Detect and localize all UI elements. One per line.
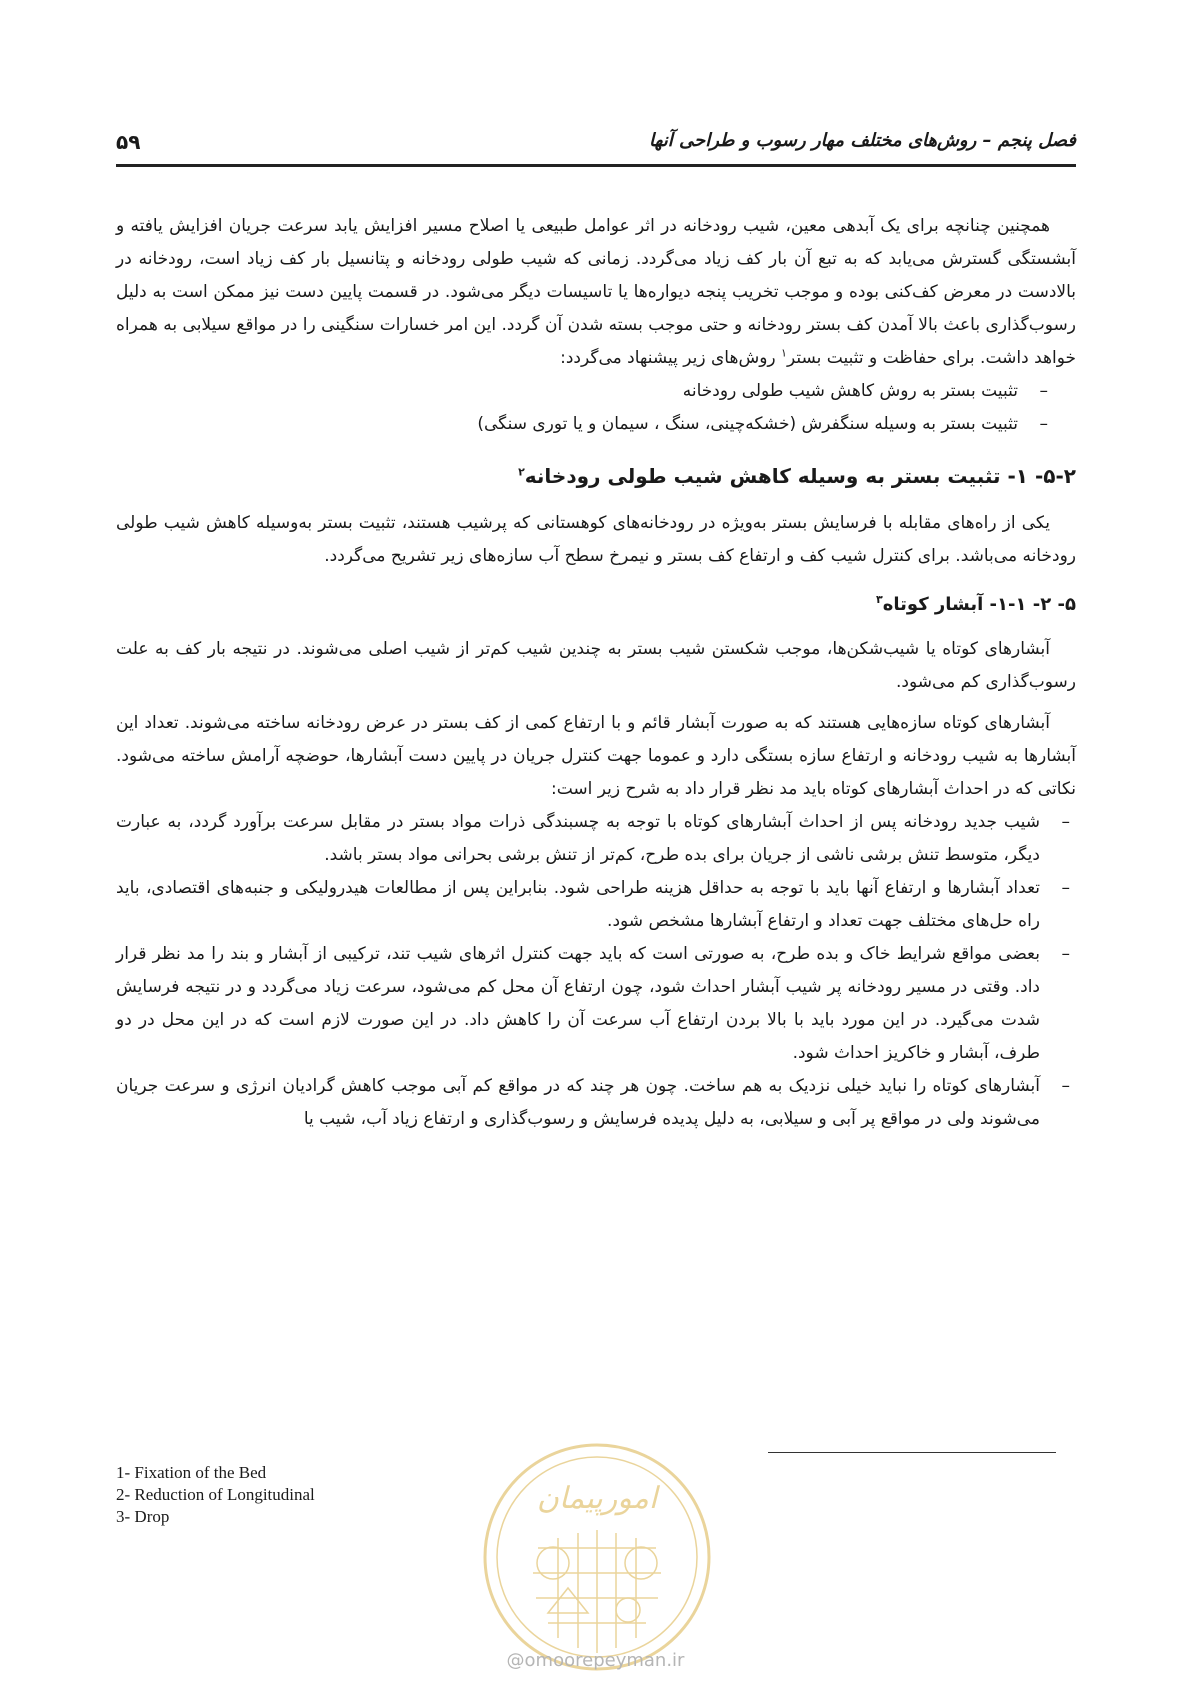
subsection-paragraph-1: آبشارهای کوتاه یا شیب‌شکن‌ها، موجب شکستن شیب بستر به چندین شیب کم‌تر از شیب اصلی می‌شوند. در نتیجه بار کف به علت رسوب‌گذاری کم می‌شود. <box>116 639 1076 692</box>
chapter-title: فصل پنجم – روش‌های مختلف مهار رسوب و طراحی آنها <box>649 130 1076 151</box>
footnote-2: 2- Reduction of Longitudinal <box>116 1485 315 1504</box>
list-item: – بعضی مواقع شرایط خاک و بده طرح، به صورتی است که باید جهت کنترل اثرهای شیب تند، ترکیبی از آبشار و بند را مد نظر قرار داد. وقتی در مسیر رودخانه پر شیب آبشار احداث شود، چون ارتفاع آن محل کم می‌شود، سرعت زیاد می‌گردد و در نتیجه فرسایش شدت می‌گیرد. در این مورد باید با بالا بردن ارتفاع آب سرعت آن را کاهش داد. در این صورت لازم است که در این محل در دو طرف، آبشار و خاکریز احداث شود. <box>116 944 1070 1063</box>
page-number: ۵۹ <box>116 130 141 154</box>
footnote-ref-1: ۱ <box>781 346 787 360</box>
list-item: – آبشارهای کوتاه را نباید خیلی نزدیک به هم ساخت. چون هر چند که در مواقع کم آبی موجب کاهش گرادیان انرژی و سرعت جریان می‌شوند ولی در مواقع پر آبی و سیلابی، به دلیل پدیده فرسایش و رسوب‌گذاری و ارتفاع زیاد آب، شیب یا <box>116 1076 1070 1129</box>
section-heading: ۵-۲- ۱- تثبیت بستر به وسیله کاهش شیب طولی رودخانه$^۲$ <box>518 464 1076 488</box>
main-content <box>116 210 1076 1144</box>
watermark: @omoorepeyman.ir <box>506 1650 685 1671</box>
section-paragraph: یکی از راه‌های مقابله با فرسایش بستر به‌ویژه در رودخانه‌های کوهستانی که پرشیب هستند، تثبیت بستر به‌وسیله کاهش شیب طولی رودخانه می‌باشد. برای کنترل شیب کف و ارتفاع کف بستر و نیمرخ سطح آب سازه‌های زیر تشریح می‌گردد. <box>116 513 1076 566</box>
notes-list <box>116 806 1076 1136</box>
seal-logo-icon <box>478 1438 716 1676</box>
intro-list <box>116 375 1076 441</box>
intro-paragraph <box>116 210 1076 375</box>
footnote-3: 3- Drop <box>116 1507 170 1526</box>
footnote-ref-3: ۳ <box>876 593 883 606</box>
intro-text-end: روش‌های زیر پیشنهاد می‌گردد: <box>560 348 782 368</box>
list-item: – تعداد آبشارها و ارتفاع آنها باید با توجه به حداقل هزینه طراحی شود. بنابراین پس از مطالعات هیدرولیکی و جنبه‌های اقتصادی، باید راه حل‌های مختلف جهت تعداد و ارتفاع آبشارها مشخص شود. <box>116 878 1070 931</box>
intro-text: همچنین چنانچه برای یک آبدهی معین، شیب رودخانه در اثر عوامل طبیعی یا اصلاح مسیر افزایش یابد سرعت جریان افزایش یافته و آبشستگی گسترش می‌یابد که به تبع آن بار کف زیاد می‌گردد. زمانی که شیب طولی رودخانه و پتانسیل بار کف زیاد است، رودخانه در بالادست در معرض کف‌کنی بوده و موجب تخریب پنجه دیواره‌ها یا تاسیسات دیگر می‌شود. در قسمت پایین دست نیز ممکن است به دلیل رسوب‌گذاری باعث بالا آمدن کف بستر رودخانه و حتی موجب بسته شدن آن گردد. این امر خسارات سنگینی را در مواقع سیلابی به همراه خواهد داشت. برای حفاظت و تثبیت بستر <box>116 216 1076 368</box>
list-item: – تثبیت بستر به وسیله سنگفرش (خشکه‌چینی، سنگ ، سیمان و یا توری سنگی) <box>477 414 1048 434</box>
list-item: – تثبیت بستر به روش کاهش شیب طولی رودخانه <box>682 381 1048 401</box>
list-item: – شیب جدید رودخانه پس از احداث آبشارهای کوتاه با توجه به چسبندگی ذرات مواد بستر در مقابل سرعت برآورد گردد، به عبارت دیگر، متوسط تنش برشی ناشی از جریان برای بده طرح، کم‌تر از تنش برشی بحرانی مواد بستر باشد. <box>116 812 1070 865</box>
footnotes <box>116 1462 516 1528</box>
subsection-heading: ۵- ۲- ۱-۱- آبشار کوتاه$^۳$ <box>876 593 1076 615</box>
subsection-paragraph-2: آبشارهای کوتاه سازه‌هایی هستند که به صورت آبشار قائم و با ارتفاع کمی از کف بستر در عرض رودخانه ساخته می‌شوند. تعداد این آبشارها به شیب رودخانه و ارتفاع سازه بستگی دارد و عموما جهت کنترل جریان در پایین دست آبشارها، حوضچه آرامش ساخته می‌شود. نکاتی که در احداث آبشارهای کوتاه باید مد نظر قرار داد به شرح زیر است: <box>116 713 1076 799</box>
stamp-text: امورپیمان <box>536 1481 658 1516</box>
page-header <box>116 128 1076 167</box>
footnote-ref-2: ۲ <box>518 465 525 479</box>
footnote-1: 1- Fixation of the Bed <box>116 1463 267 1482</box>
footnote-divider <box>768 1452 1056 1453</box>
